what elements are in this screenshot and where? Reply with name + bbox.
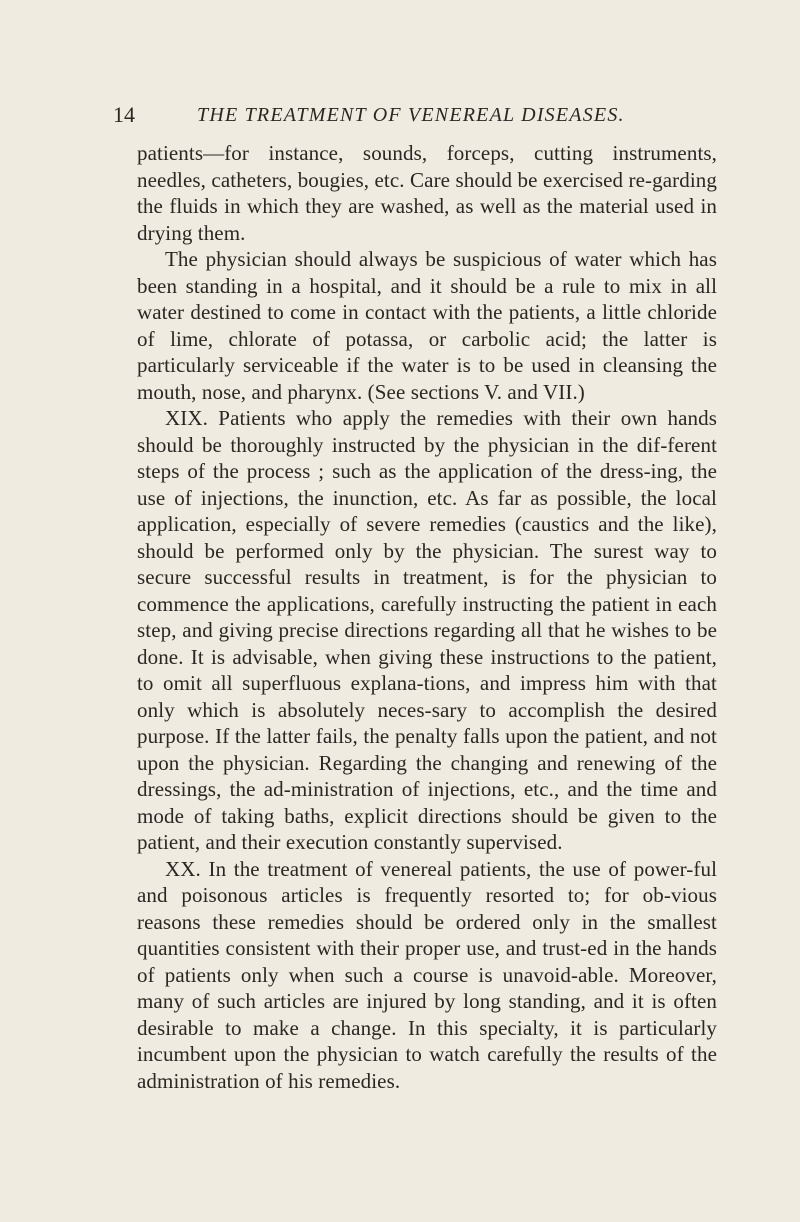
page-number: 14: [113, 102, 135, 127]
paragraph-section-xix: XIX. Patients who apply the remedies with their own hands should be thoroughly instructed by the physician in the dif-ferent steps of the process ; such as the application of the dress-ing, the use of injections, the inunction, etc. As far as possible, the local application, especially of severe remedies (caustics and the like), should be performed only by the physician. The surest way to secure successful results in treatment, is for the physician to commence the applications, carefully instructing the patient in each step, and giving precise directions regarding all that he wishes to be done. It is advisable, when giving these instructions to the patient, to omit all superfluous explana-tions, and impress him with that only which is absolutely neces-sary to accomplish the desired purpose. If the latter fails, the penalty falls upon the patient, and not upon the physician. Regarding the changing and renewing of the dressings, the ad-ministration of injections, etc., and the time and mode of taking baths, explicit directions should be given to the patient, and their execution constantly supervised.: [137, 406, 717, 854]
running-head: THE TREATMENT OF VENEREAL DISEASES.: [197, 104, 625, 126]
paragraph-water: The physician should always be suspicious of water which has been standing in a hospital, and it should be a rule to mix in all water destined to come in contact with the patients, a little chloride of lime, chlorate of potassa, or carbolic acid; the latter is particularly serviceable if the water is to be used in cleansing the mouth, nose, and pharynx. (See sections V. and VII.): [137, 247, 717, 404]
page-header: [113, 100, 733, 134]
body-text: [137, 140, 717, 1094]
paragraph-continued: patients—for instance, sounds, forceps, cutting instruments, needles, catheters, bougies, etc. Care should be exercised re-garding the fluids in which they are washed, as well as the material used in drying them.: [137, 141, 717, 245]
paragraph-section-xx: XX. In the treatment of venereal patients, the use of power-ful and poisonous articles is frequently resorted to; for ob-vious reasons these remedies should be ordered only in the smallest quantities consistent with their proper use, and trust-ed in the hands of patients only when such a course is unavoid-able. Moreover, many of such articles are injured by long standing, and it is often desirable to make a change. In this specialty, it is particularly incumbent upon the physician to watch carefully the results of the administration of his remedies.: [137, 856, 717, 1093]
